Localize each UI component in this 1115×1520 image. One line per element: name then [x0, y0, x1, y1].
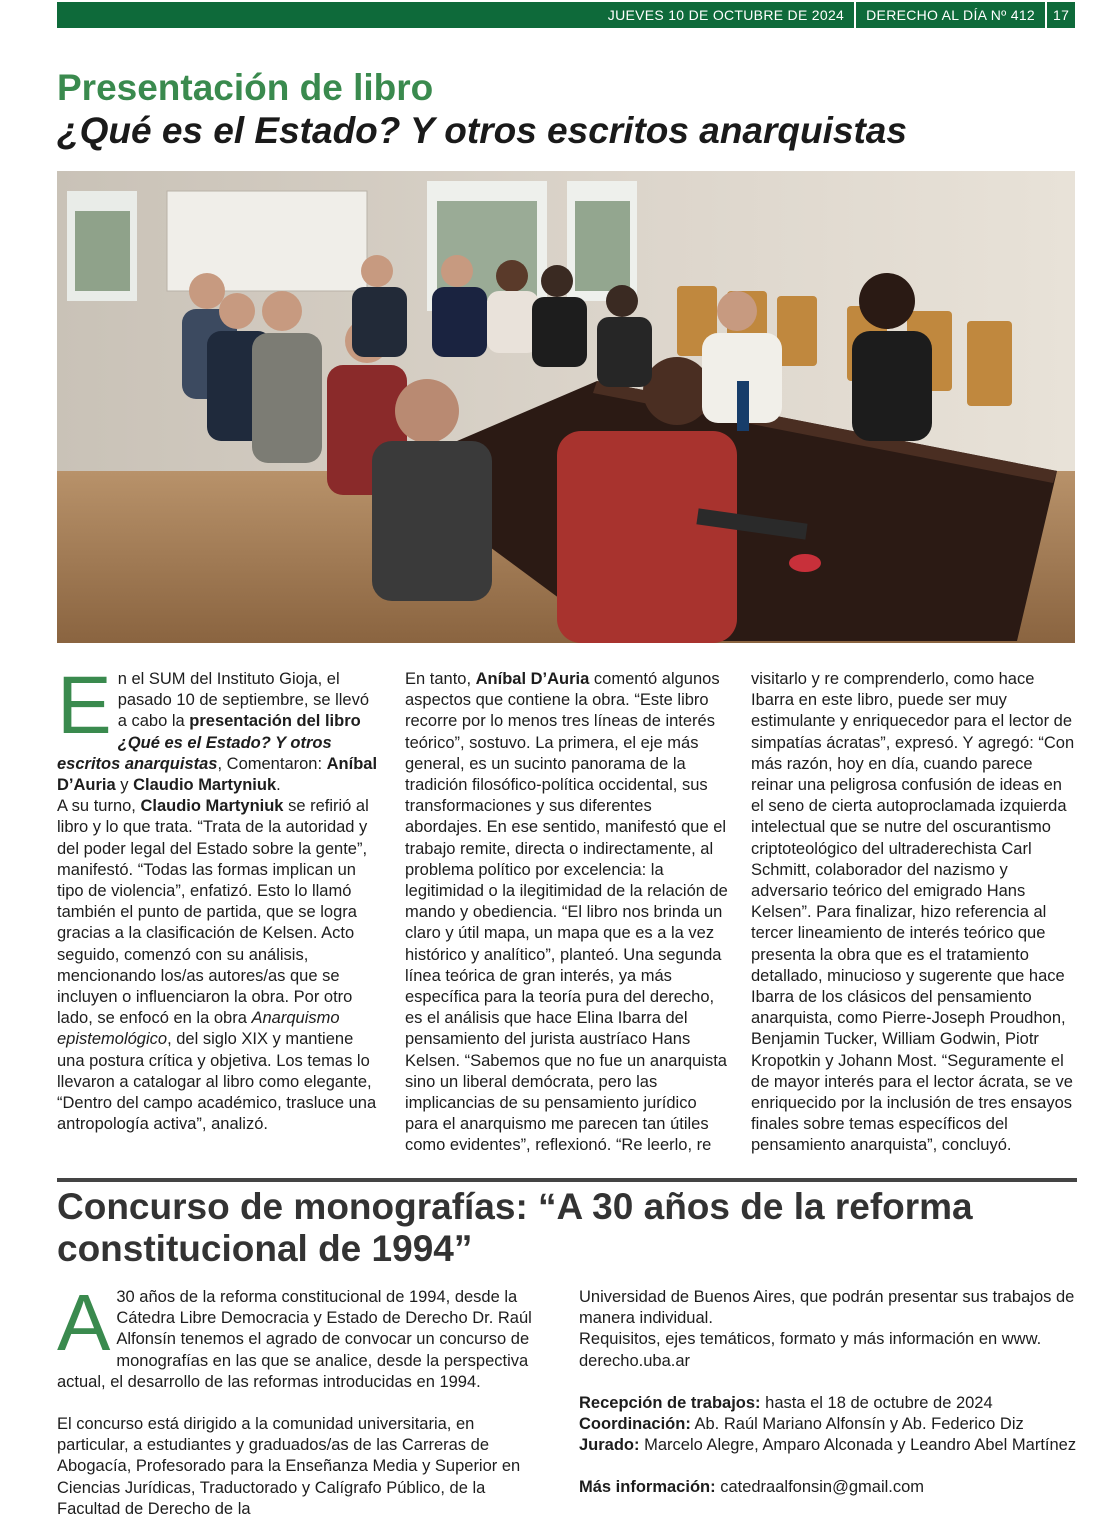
text-run: presentación del libro [189, 712, 361, 731]
body-paragraph: visitarlo y re comprenderlo, como hace Ibarra en este libro, puede ser muy estimulante y enriquecedor para el lector de simpatías ácratas”, expresó. Y agregó: “Con más razón, hoy en día, cuando parece reinar una peligrosa confusión de ideas en el seno de cierta autoproclamada izquierda intelectual que se nutre del oscurantismo criptoteológico del ultraderechista Carl Schmitt, colaborador del nazismo y adversario teórico del emigrado Hans Kelsen”. Para finalizar, hizo referencia al tercer lineamiento de interés teórico que presenta la obra que es el tratamiento detallado, minucioso y sugerente que hace Ibarra de los clásicos del pensamiento anarquista, como Pierre-Joseph Proudhon, Benjamin Tucker, William Godwin, Piotr Kropotkin y Johann Most. “Seguramente el de mayor interés para el lector ácrata, se ve enriquecido por la inclusión de tres ensayos finales sobre temas específicos del pensamiento anarquista”, concluyó. [751, 670, 1075, 1155]
body-paragraph: El concurso está dirigido a la comunidad universitaria, en particular, a estudiantes y graduados/as de las Carreras de Abogacía, Profesorado para la Enseñanza Media y Superior en Ciencias Jurídicas, Traductorado y Calígrafo Público, de la Facultad de Derecho de la [57, 1415, 521, 1518]
text-run: comentó algunos aspectos que contiene la obra. “Este libro recorre por lo menos tres líneas de interés teórico”, sostuvo. La primera, el eje más general, es un sucinto panorama de la tradición filosófico-política occidental, sus transformaciones y sus diferentes abordajes. En ese sentido, manifestó que el trabajo remite, directa o indirectamente, al problema político por excelencia: la legitimidad o la ilegitimidad de la relación de mando y obediencia. “El libro nos brinda un claro y útil mapa, un mapa que es a la vez histórico y analítico”, planteó. Una segunda línea teórica de gran interés, ya más específica para la teoría pura del derecho, es el análisis que hace Elina Ibarra del pensamiento del jurista austríaco Hans Kelsen. “Sabemos que no fue un anarquista sino un liberal demócrata, pero las implicancias de su pensamiento jurídico para el anarquismo me parecen tan útiles como evidentes”, reflexionó. “Re leerlo, re [405, 670, 728, 1155]
intro-paragraph [57, 660, 379, 796]
book-title: ¿Qué es el Estado? Y otros escritos anarquistas [57, 733, 332, 773]
body-paragraph [57, 1278, 541, 1393]
commentator-name: Claudio Martyniuk [133, 776, 277, 795]
commentator-name: Aníbal D’Auria [57, 754, 378, 795]
body-paragraph [405, 669, 730, 1157]
contact-email: catedraalfonsin@gmail.com [715, 1478, 925, 1497]
field-label: Recepción de trabajos: [579, 1393, 761, 1412]
body-paragraph: Universidad de Buenos Aires, que podrán presentar sus trabajos de manera individual. [579, 1288, 1075, 1328]
article-title: ¿Qué es el Estado? Y otros escritos anarquistas [57, 110, 907, 151]
text-run: A su turno, [57, 797, 141, 816]
drop-cap: A [57, 1278, 111, 1367]
commentator-name: Claudio Martyniuk [140, 797, 284, 816]
field-value: Marcelo Alegre, Amparo Alconada y Leandro Abel Martínez [639, 1436, 1077, 1455]
section-divider [57, 1178, 1077, 1182]
text-run: En tanto, [405, 670, 476, 688]
jury-line [579, 1435, 1077, 1456]
text-run: , del siglo XIX y mantiene una postura crítica y objetiva. Los temas lo llevaron a catalogar al libro como elegante, “Dentro del campo académico, trasluce una antropología activa”, analizó. [57, 1030, 377, 1134]
text-run: n el SUM del Instituto Gioja, el pasado 10 de septiembre, se llevó a cabo la [117, 670, 370, 731]
contest-headline: Concurso de monografías: “A 30 años de la reforma constitucional de 1994” [57, 1186, 973, 1269]
text-run: . [276, 776, 281, 795]
field-label: Más información: [579, 1478, 716, 1497]
article-kicker: Presentación de libro [57, 67, 434, 108]
field-value: Ab. Raúl Mariano Alfonsín y Ab. Federico Diz [690, 1415, 1024, 1434]
page-header-bar [57, 2, 1075, 28]
reception-line [579, 1393, 1077, 1414]
text-run: 30 años de la reforma constitucional de 1994, desde la Cátedra Libre Democracia y Estado de Derecho Dr. Raúl Alfonsín tenemos el agrado de convocar un concurso de monografías en las que se analice, desde la perspectiva actual, el desarrollo de las reformas introducidas en 1994. [57, 1288, 532, 1391]
article-column-3 [751, 669, 1076, 1157]
body-paragraph [57, 796, 379, 1135]
field-label: Jurado: [579, 1436, 640, 1455]
text-run: se refirió al libro y lo que trata. “Trata de la autoridad y del poder legal del Estado sobre la gente”, manifestó. “Todas las formas implican un tipo de violencia”, enfatizó. Esto lo llamó también el punto de partida, que se logra gracias a la clasificación de Kelsen. Acto seguido, comenzó con su análisis, mencionando los/as autores/as que se incluyen o influenciaron la obra. Por otro lado, se enfocó en la obra [57, 797, 369, 1028]
event-photo [57, 171, 1075, 643]
article-column-2 [405, 669, 730, 1157]
article-column-1 [57, 660, 379, 1135]
body-paragraph: Requisitos, ejes temáticos, formato y más información en www. derecho.uba.ar [579, 1330, 1042, 1370]
contact-line [579, 1477, 1077, 1498]
commentator-name: Aníbal D’Auria [475, 670, 590, 688]
coordination-line [579, 1414, 1077, 1435]
drop-cap: E [57, 660, 112, 751]
issue-date: JUEVES 10 DE OCTUBRE DE 2024 [607, 7, 845, 23]
field-label: Coordinación: [579, 1415, 691, 1434]
publication-name: DERECHO AL DÍA Nº 412 [866, 7, 1035, 23]
spacer [579, 1456, 1077, 1477]
spacer [579, 1372, 1077, 1393]
text-run: , Comentaron: [217, 754, 327, 773]
text-run: y [115, 776, 134, 795]
contest-column-1 [57, 1278, 541, 1520]
page-number: 17 [1053, 7, 1070, 23]
spacer [57, 1393, 541, 1414]
contest-column-2 [579, 1287, 1077, 1499]
field-value: hasta el 18 de octubre de 2024 [760, 1393, 993, 1412]
work-title: Anarquismo epistemológico [57, 1009, 340, 1049]
